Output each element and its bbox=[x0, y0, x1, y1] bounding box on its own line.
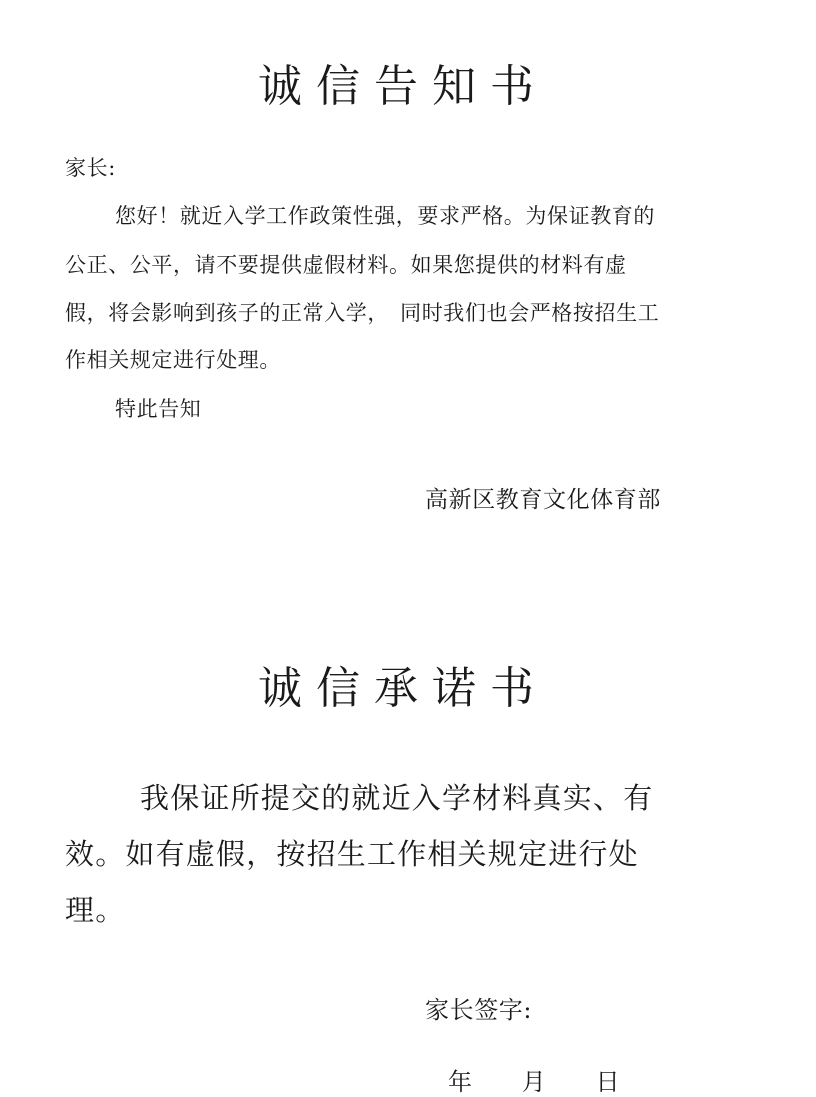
notice-title: 诚信告知书 bbox=[258, 61, 548, 112]
issuer: 高新区教育文化体育部 bbox=[425, 487, 661, 513]
notice-paragraph-line: 公正、公平，请不要提供虚假材料。如果您提供的材料有虚 bbox=[65, 253, 627, 277]
pledge-paragraph-line: 效。如有虚假，按招生工作相关规定进行处 bbox=[65, 837, 639, 871]
notice-paragraph-line: 假，将会影响到孩子的正常入学， 同时我们也会严格按招生工 bbox=[65, 301, 660, 325]
salutation: 家长: bbox=[65, 156, 116, 180]
closing: 特此告知 bbox=[115, 397, 202, 421]
notice-paragraph-line: 作相关规定进行处理。 bbox=[65, 348, 281, 372]
pledge-title: 诚信承诺书 bbox=[258, 663, 548, 714]
notice-paragraph-line: 您好！就近入学工作政策性强，要求严格。为保证教育的 bbox=[115, 204, 655, 228]
signature-label: 家长签字: bbox=[425, 996, 533, 1024]
pledge-paragraph-line: 理。 bbox=[65, 893, 126, 927]
date-label: 年 月 日 bbox=[448, 1068, 621, 1096]
pledge-paragraph-line: 我保证所提交的就近入学材料真实、有 bbox=[140, 781, 654, 815]
